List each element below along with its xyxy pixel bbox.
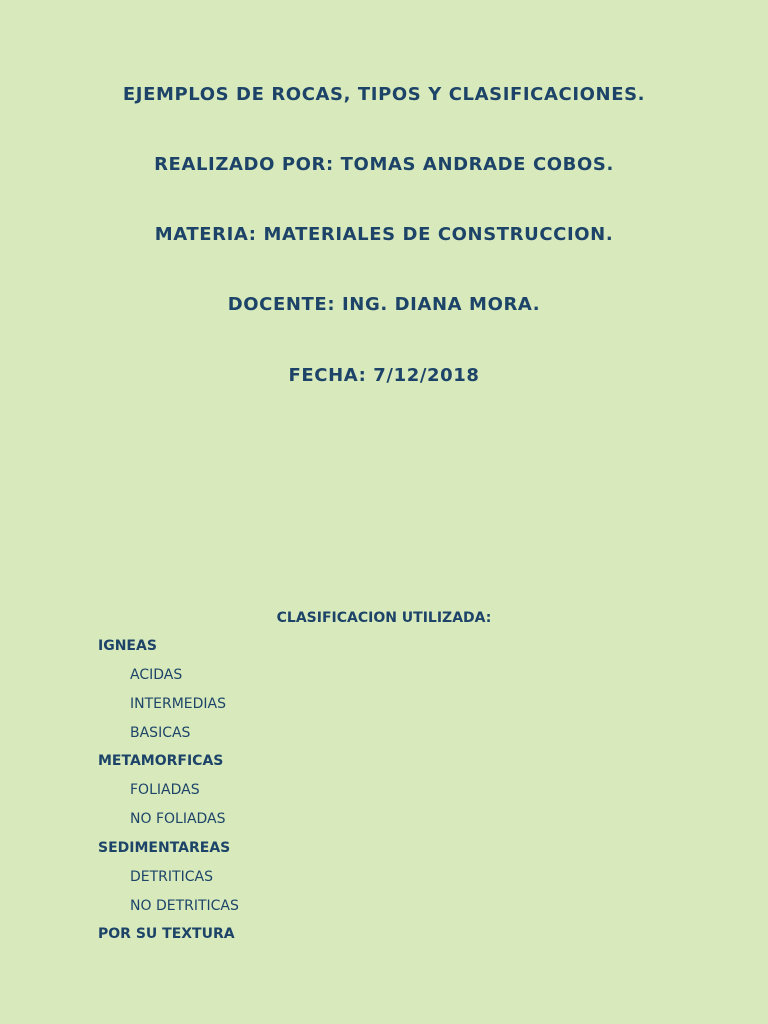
teacher-line: DOCENTE: ING. DIANA MORA.: [227, 294, 541, 315]
category-item: METAMORFICAS: [98, 753, 224, 769]
subcategory-item: FOLIADAS: [130, 782, 200, 798]
subcategory-item: INTERMEDIAS: [130, 696, 227, 712]
author-line: REALIZADO POR: TOMAS ANDRADE COBOS.: [154, 154, 614, 175]
category-item: POR SU TEXTURA: [98, 926, 235, 942]
category-item: SEDIMENTAREAS: [98, 840, 231, 856]
subcategory-item: BASICAS: [130, 725, 191, 741]
classification-title: CLASIFICACION UTILIZADA:: [276, 610, 492, 626]
date-line: FECHA: 7/12/2018: [288, 365, 480, 386]
category-item: IGNEAS: [98, 638, 157, 654]
subcategory-item: ACIDAS: [130, 667, 183, 683]
subcategory-item: DETRITICAS: [130, 869, 213, 885]
subcategory-item: NO DETRITICAS: [130, 898, 239, 914]
document-title: EJEMPLOS DE ROCAS, TIPOS Y CLASIFICACIONES.: [122, 84, 646, 105]
subcategory-item: NO FOLIADAS: [130, 811, 226, 827]
subject-line: MATERIA: MATERIALES DE CONSTRUCCION.: [154, 224, 614, 245]
